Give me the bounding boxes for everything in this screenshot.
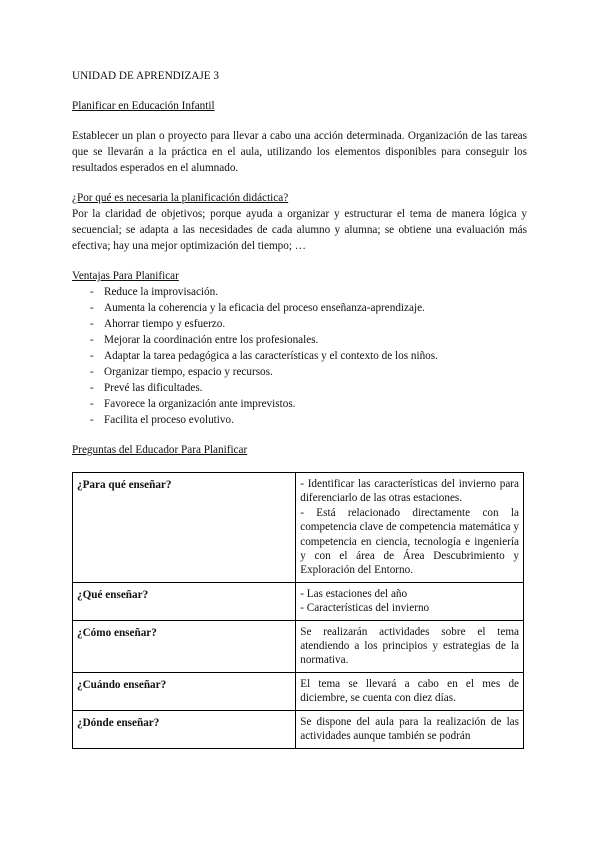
section-title-por-que: ¿Por qué es necesaria la planificación didáctica?	[72, 192, 289, 204]
table-row	[73, 620, 524, 672]
section-title-preguntas: Preguntas del Educador Para Planificar	[72, 444, 248, 456]
list-item: - Ahorrar tiempo y esfuerzo.	[72, 316, 527, 332]
answer-line: - Características del invierno	[300, 602, 430, 615]
question-cell: ¿Cómo enseñar?	[73, 620, 296, 672]
table-row	[73, 672, 524, 710]
table-row	[73, 710, 524, 748]
document-page	[72, 68, 527, 749]
answer-line: Se realizarán actividades sobre el tema atendiendo a los principios y estrategias de la normativa.	[300, 625, 519, 667]
list-item: - Aumenta la coherencia y la eficacia del proceso enseñanza-aprendizaje.	[72, 300, 527, 316]
table-row	[73, 473, 524, 583]
answer-cell	[296, 582, 524, 620]
list-item: - Favorece la organización ante imprevistos.	[72, 396, 527, 412]
list-item: - Reduce la improvisación.	[72, 284, 527, 300]
list-item: - Mejorar la coordinación entre los profesionales.	[72, 332, 527, 348]
question-cell: ¿Dónde enseñar?	[73, 710, 296, 748]
section-text-por-que: Por la claridad de objetivos; porque ayuda a organizar y estructurar el tema de manera lógica y secuencial; se adapta a las necesidades de cada alumno y alumna; se obtiene una evaluación más efectiva; hay una mejor optimización del tiempo; …	[72, 208, 527, 252]
answer-line: Se dispone del aula para la realización de las actividades aunque también se podrán	[300, 715, 519, 743]
question-cell: ¿Qué enseñar?	[73, 582, 296, 620]
answer-line: - Las estaciones del año	[300, 587, 408, 600]
answer-line: - Está relacionado directamente con la competencia clave de competencia matemática y competencia en ciencia, tecnología e ingeniería y con el área de Área Descubrimiento y Exploración del Entorno.	[300, 506, 519, 577]
question-cell: ¿Cuándo enseñar?	[73, 672, 296, 710]
ventajas-list	[72, 284, 527, 428]
list-item: - Facilita el proceso evolutivo.	[72, 412, 527, 428]
table-row	[73, 582, 524, 620]
section-title-ventajas: Ventajas Para Planificar	[72, 270, 179, 282]
answer-cell	[296, 672, 524, 710]
list-item: - Adaptar la tarea pedagógica a las características y el contexto de los niños.	[72, 348, 527, 364]
preguntas-table	[72, 472, 524, 749]
list-item: - Organizar tiempo, espacio y recursos.	[72, 364, 527, 380]
section-title-planificar: Planificar en Educación Infantil	[72, 100, 215, 112]
answer-line: El tema se llevará a cabo en el mes de diciembre, se cuenta con diez días.	[300, 677, 519, 705]
question-cell: ¿Para qué enseñar?	[73, 473, 296, 583]
answer-line: - Identificar las características del invierno para diferenciarlo de las otras estaciones.	[300, 478, 519, 505]
answer-cell	[296, 620, 524, 672]
section-text-planificar: Establecer un plan o proyecto para llevar a cabo una acción determinada. Organización de las tareas que se llevarán a la práctica en el aula, utilizando los elementos disponibles para conseguir los resultados esperados en el alumnado.	[72, 130, 527, 174]
list-item: - Prevé las dificultades.	[72, 380, 527, 396]
answer-cell	[296, 473, 524, 583]
answer-cell	[296, 710, 524, 748]
unit-heading: UNIDAD DE APRENDIZAJE 3	[72, 70, 219, 82]
